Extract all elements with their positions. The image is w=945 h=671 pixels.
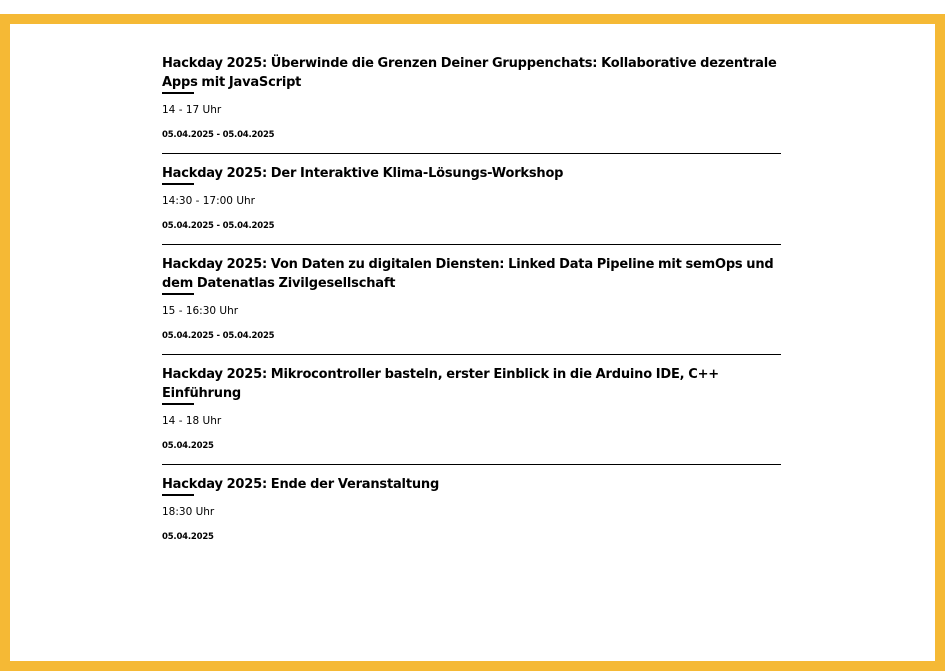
event-date: 05.04.2025: [162, 532, 214, 542]
event-item: [162, 154, 781, 245]
event-list: [162, 54, 781, 555]
event-date: 05.04.2025 - 05.04.2025: [162, 331, 275, 341]
event-title-link[interactable]: Hackday 2025: Überwinde die Grenzen Deiner Gruppenchats: Kollaborative dezentrale Apps mit JavaScript: [162, 54, 781, 92]
event-time: 14 - 17 Uhr: [162, 104, 222, 116]
event-time: 14 - 18 Uhr: [162, 415, 222, 427]
event-list-frame: [0, 14, 945, 671]
event-item: [162, 245, 781, 355]
event-date: 05.04.2025 - 05.04.2025: [162, 130, 275, 140]
event-title-link[interactable]: Hackday 2025: Von Daten zu digitalen Diensten: Linked Data Pipeline mit semOps und dem Datenatlas Zivilgesellschaft: [162, 255, 781, 293]
event-time: 18:30 Uhr: [162, 506, 215, 518]
event-title-link[interactable]: Hackday 2025: Mikrocontroller basteln, erster Einblick in die Arduino IDE, C++ Einführung: [162, 365, 781, 403]
event-title-link[interactable]: Hackday 2025: Der Interaktive Klima-Lösungs-Workshop: [162, 164, 781, 183]
event-item: [162, 465, 781, 555]
event-item: [162, 54, 781, 154]
event-date: 05.04.2025: [162, 441, 214, 451]
event-time: 15 - 16:30 Uhr: [162, 305, 239, 317]
event-title-link[interactable]: Hackday 2025: Ende der Veranstaltung: [162, 475, 781, 494]
event-time: 14:30 - 17:00 Uhr: [162, 195, 255, 207]
event-item: [162, 355, 781, 465]
event-date: 05.04.2025 - 05.04.2025: [162, 221, 275, 231]
